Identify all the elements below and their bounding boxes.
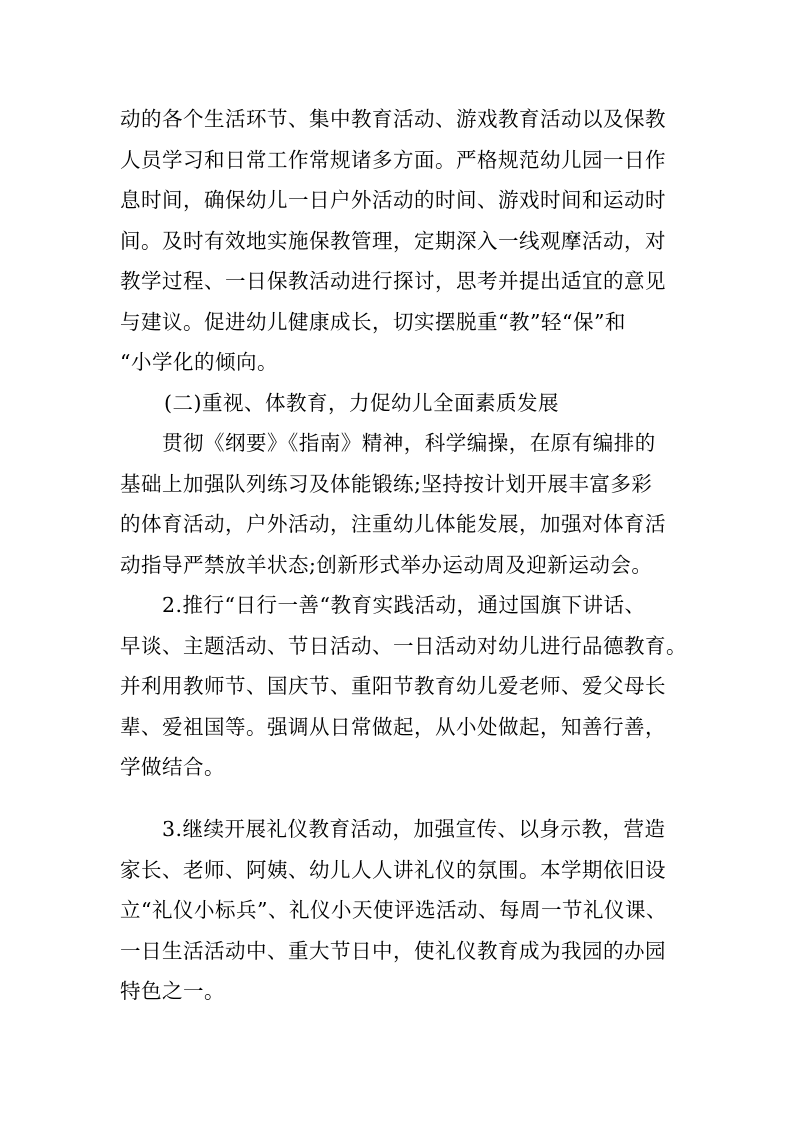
text-line: 立“礼仪小标兵”、礼仪小天使评选活动、每周一节礼仪课、 — [120, 898, 667, 922]
text-line: “小学化的倾向。 — [120, 350, 278, 374]
text-line: 动指导严禁放羊状态;创新形式举办运动周及迎新运动会。 — [120, 553, 653, 577]
text-line: 并利用教师节、国庆节、重阳节教育幼儿爱老师、爱父母长 — [120, 674, 666, 698]
text-line: 人员学习和日常工作常规诸多方面。严格规范幼儿园一日作 — [120, 148, 666, 172]
text-line: 基础上加强队列练习及体能锻练;坚持按计划开展丰富多彩 — [120, 472, 653, 496]
text-line: 息时间，确保幼儿一日户外活动的时间、游戏时间和运动时 — [120, 188, 666, 212]
text-line: 2.推行“日行一善“教育实践活动，通过国旗下讲话、 — [162, 593, 646, 617]
text-line: 一日生活活动中、重大节日中，使礼仪教育成为我园的办园 — [120, 939, 666, 963]
text-line: 辈、爱祖国等。强调从日常做起，从小处做起，知善行善， — [120, 715, 666, 739]
section-heading: (二)重视、体教育，力促幼儿全面素质发展 — [164, 391, 559, 415]
text-line: 家长、老师、阿姨、幼儿人人讲礼仪的氛围。本学期依旧设 — [120, 858, 666, 882]
text-line: 动的各个生活环节、集中教育活动、游戏教育活动以及保教 — [120, 107, 666, 131]
text-line: 早谈、主题活动、节日活动、一日活动对幼儿进行品德教育。 — [120, 634, 687, 658]
text-line: 的体育活动，户外活动，注重幼儿体能发展，加强对体育活 — [120, 512, 666, 536]
text-line: 与建议。促进幼儿健康成长，切实摆脱重“教”轻“保”和 — [120, 310, 626, 334]
text-line: 学做结合。 — [120, 755, 225, 779]
text-line: 3.继续开展礼仪教育活动，加强宣传、以身示教，营造 — [162, 817, 666, 841]
text-line: 特色之一。 — [120, 979, 225, 1003]
text-line: 教学过程、一日保教活动进行探讨，思考并提出适宜的意见 — [120, 269, 666, 293]
text-line: 间。及时有效地实施保教管理，定期深入一线观摩活动，对 — [120, 229, 666, 253]
text-line: 贯彻《纲要》《指南》精神，科学编操，在原有编排的 — [162, 431, 656, 455]
